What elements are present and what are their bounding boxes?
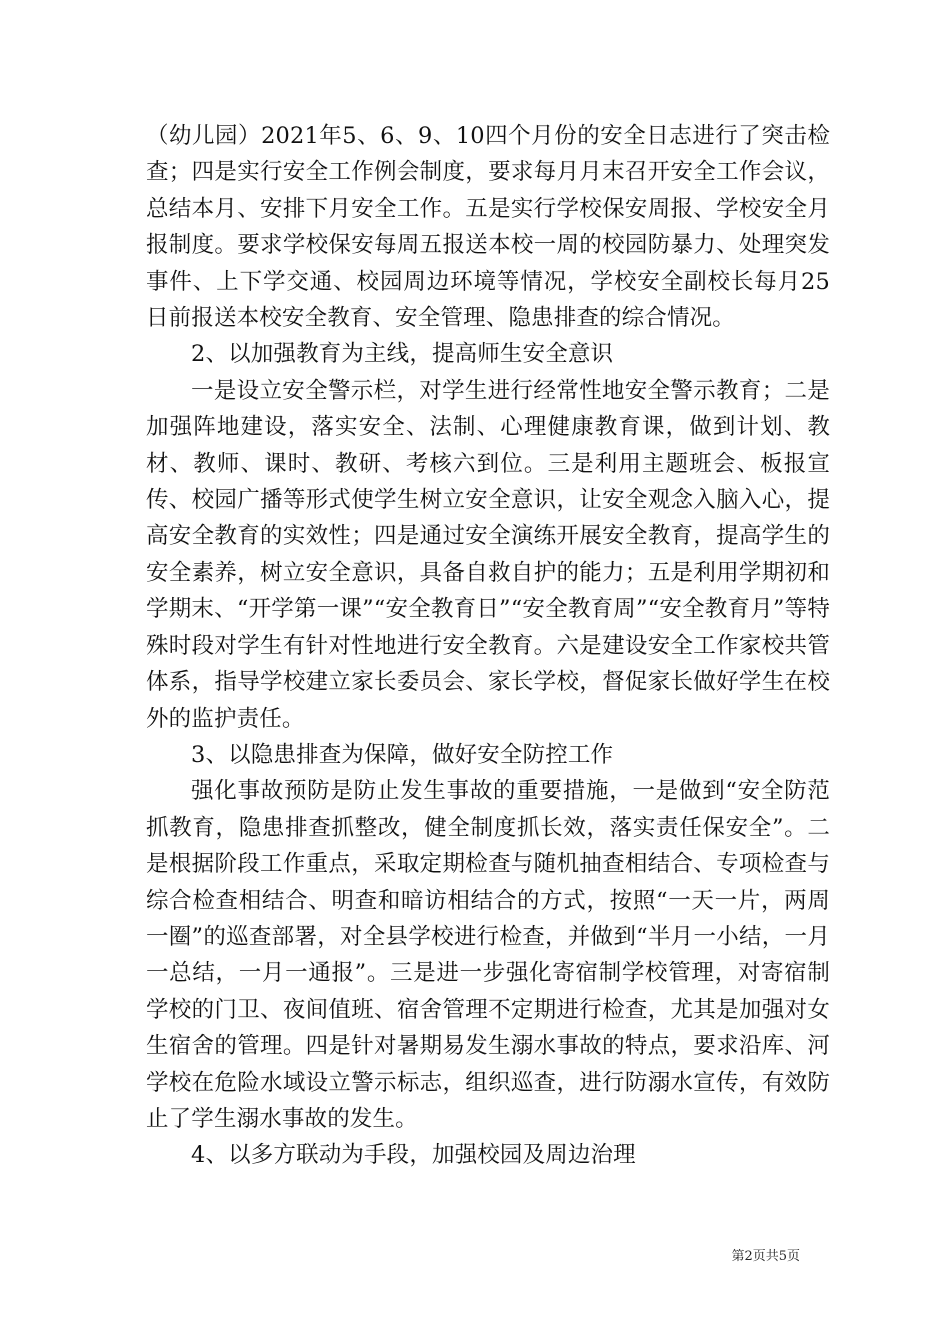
section-heading-4: 4、以多方联动为手段，加强校园及周边治理 — [191, 1142, 636, 1169]
paragraph-2: 一是设立安全警示栏，对学生进行经常性地安全警示教育；二是加强阵地建设，落实安全、法制、心理健康教育课，做到计划、教材、教师、课时、教研、考核六到位。三是利用主题班会、板报宣传、校园广播等形式使学生树立安全意识，让安全观念入脑入心，提高安全教育的实效性；四是通过安全演练开展安全教育，提高学生的安全素养，树立安全意识，具备自救自护的能力；五是利用学期初和学期末、“开学第一课”“安全教育日”“安全教育周”“安全教育月”等特殊时段对学生有针对性地进行安全教育。六是建设安全工作家校共管体系，指导学校建立家长委员会、家长学校，督促家长做好学生在校外的监护责任。 — [146, 377, 830, 732]
section-heading-2: 2、以加强教育为主线，提高师生安全意识 — [191, 341, 614, 368]
paragraph-3: 强化事故预防是防止发生事故的重要措施，一是做到“安全防范抓教育，隐患排查抓整改，健全制度抓长效，落实责任保安全”。二是根据阶段工作重点，采取定期检查与随机抽查相结合、专项检查与综合检查相结合、明查和暗访相结合的方式，按照“一天一片，两周一圈”的巡查部署，对全县学校进行检查，并做到“半月一小结，一月一总结，一月一通报”。三是进一步强化寄宿制学校管理，对寄宿制学校的门卫、夜间值班、宿舍管理不定期进行检查，尤其是加强对女生宿舍的管理。四是针对暑期易发生溺水事故的特点，要求沿库、河学校在危险水域设立警示标志，组织巡查，进行防溺水宣传，有效防止了学生溺水事故的发生。 — [146, 778, 830, 1132]
section-heading-3: 3、以隐患排查为保障，做好安全防控工作 — [191, 741, 614, 768]
document-body — [146, 118, 830, 1174]
page-number-footer: 第2页共5页 — [731, 1249, 800, 1264]
paragraph-1: （幼儿园）2021年5、6、9、10四个月份的安全日志进行了突击检查；四是实行安全工作例会制度，要求每月月末召开安全工作会议，总结本月、安排下月安全工作。五是实行学校保安周报、学校安全月报制度。要求学校保安每周五报送本校一周的校园防暴力、处理突发事件、上下学交通、校园周边环境等情况，学校安全副校长每月25日前报送本校安全教育、安全管理、隐患排查的综合情况。 — [146, 123, 830, 332]
